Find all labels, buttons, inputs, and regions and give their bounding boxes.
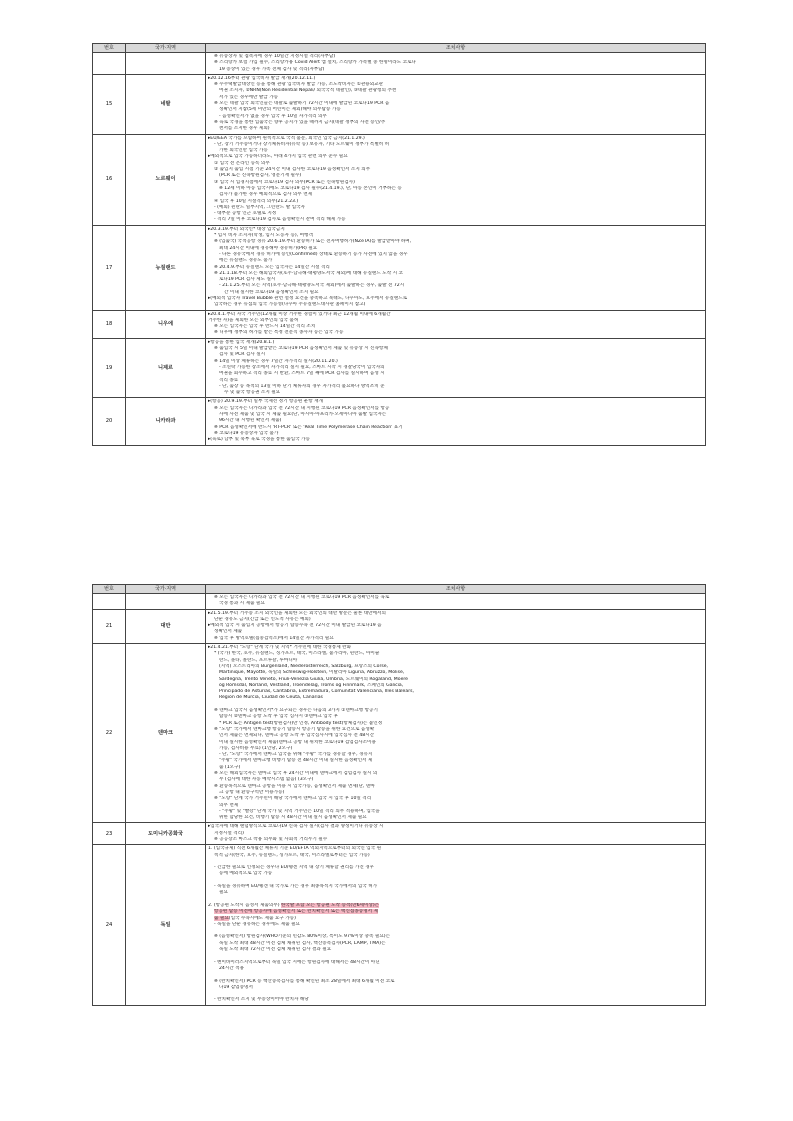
measure-line: 검사 및 PCR 검사 실시 <box>219 352 266 358</box>
measure-line: ① 입국 전 온라인 등록 의무 <box>214 160 270 166</box>
measure-line: og Romsdal, Norland, Vestland, Troendelag, Troms og Finnmark, 스페인의 Galicia, <box>219 682 404 688</box>
table-row <box>93 823 706 845</box>
measures-table-1 <box>92 43 706 446</box>
measure-line: 지정시설 격리) <box>214 830 244 836</box>
measures-table-2 <box>92 584 706 1006</box>
measure-line: ※ 모든 입국자는 입국 후 반드시 14일간 격리 조치 <box>214 324 316 330</box>
row-number <box>93 53 126 75</box>
measure-line: ※ 모든 해외입국자는 덴마크 입국 후 24시간 이내에 덴마크에서 검염검사 실시 의 <box>214 771 378 777</box>
table-header-row <box>93 44 706 53</box>
row-number: 22 <box>93 644 126 823</box>
highlighted-text: 한국발 포함 모든 항공편 도착 승객(만6세이상)은 <box>280 902 380 908</box>
measure-line: ※ 모든 입국자는 니카라과 입국 전 72시간 내 시행된 코로나19 PCR 음성확인서를 항공 <box>214 405 390 411</box>
row-number: 15 <box>93 74 126 134</box>
measure-line: ▸입국자에 대해 랜덤방식으로 코로나19 신속 검사 실시(검사 결과 양성이거나 유증상 시 <box>208 824 384 830</box>
table-row <box>93 609 706 643</box>
measure-line: ▸예외적으로 입국 가능하더라도, 아래 4가지 입국 관련 의무 준수 필요 <box>208 154 348 160</box>
row-country: 덴마크 <box>126 644 206 823</box>
measure-line: ※ 14일 이상 체류하는 경우 7일간 자가격리 실시(20.11.20.) <box>214 358 338 364</box>
measure-line: * PCR 또는 Antigen test(항원검사)만 인정, Antibody test(항체검사)는 불인정 <box>219 720 383 726</box>
measure-line: 인서 제출은 면제되나, 덴마크 공항 도착 후 입국심사시에 입국심사 전 48시간 <box>219 733 375 739</box>
measure-line: ▸항공을 통한 입국 재개(20.8.1.) <box>208 339 275 345</box>
row-number: 21 <box>93 609 126 643</box>
row-country: 독일 <box>126 845 206 1005</box>
measure-line: ※ 공공장소 마스크 착용 의무화 및 사회적 거리두기 필수 <box>214 836 328 842</box>
measure-line: ※ 모든 입국자는 니카라과 입국 전 72시간 내 시행된 코로나19 PCR 음성확인서를 육로 <box>214 595 390 600</box>
measure-line: 독일 도착 최대 48시간 이전 검체 채취된 검사, 핵산증폭검사(PCR, LAMP, TMA)는 <box>219 940 386 946</box>
measure-line: - 독일을 경유하여 EU/쉥겐 내 국가로 가는 경우 최종목적지 국가에서의 입국 허가 <box>214 884 378 890</box>
measure-line: 탑승시 ②덴마크 공항 도착 후 입국 심사시 ③덴마크 입국 후 <box>219 714 339 720</box>
measure-line: ▸(항공) 20.9.19.부터 일부 국제선 정기 항공편 운항 재개 <box>208 399 323 405</box>
measure-line: 1. (입국규제) 직전 6개월간 체류지 기준 EU/EFTA 역외지역으로부터의 외국인 입국 원 <box>208 846 382 852</box>
measure-line: 등에 예외적으로 입국 가능 <box>219 871 273 877</box>
header-measure: 조치사항 <box>206 44 706 53</box>
row-number: 24 <box>93 845 126 1005</box>
row-country <box>126 594 206 610</box>
row-measures <box>206 74 706 134</box>
measure-line: ※ (음성확인서) 항원검사(WHO기준의 민감도 80%이상, 특이도 97%이상 충족 필요)는 <box>214 934 391 940</box>
measure-line: 로나19 PCR 검사 제도 실시 <box>219 277 276 283</box>
table-header-row <box>93 585 706 594</box>
measure-line: * 임시 비자 소지자(학생, 임시 노동자 등), 여행객 <box>214 233 313 239</box>
measure-line: 사에 사전 제출 및 입국 시 제출 필요(단, 아시아·아프리카·오세아니아 출발 입국자는 <box>219 412 387 418</box>
measure-line: ※ 12세 이하 아동 입국시에도 코로나19 검사 필수(21.4.19.), 단, 아동 본인이 거부하는 등 <box>219 185 402 191</box>
measure-line: ※ 니우에 정부의 허가를 받은 특정 전문직 종사자 등은 입국 가능 <box>214 330 344 336</box>
measure-line: ※ 스리랑카 보험 가입 필수, 스리랑카용 Covid Alert 앱 설치, 스리랑카 가족별 중 한명이라도 코로나 <box>214 60 416 66</box>
row-measures <box>206 310 706 338</box>
measure-line: 간 이내 실시한 코로나19 음성확인서 소지 필요 <box>224 289 319 295</box>
measure-line: ② 출입지 출입 시점 기준 24시간 이내 검사한 코로나19 음성확인서 소지 의무 <box>214 167 371 173</box>
measure-line: - 긴급한 필요로 인정되는 경우나 EU/쉥겐 지역 내 장기 체류할 권리를 가진 경우 <box>214 865 375 871</box>
measure-line: - "주황" 및 "빨강" 단계 국가 및 지역 거주민은 10일 격리 의무 적용하며, 입국을 <box>219 808 380 814</box>
measure-line: 위한 합당한 요건, 비행기 탑승 시 48시간 이내 실시 음성확인서 제출 필요 <box>219 815 367 821</box>
measure-line: ※ PCR 음성확인서에 반드시 'RT-PCR' 또는 'Real Time Polymerase Chain Reaction' 표기 <box>214 424 403 430</box>
measure-line: 19 증상이 있는 경우 가족 전체 검사 및 격리(자부담) <box>219 66 325 72</box>
row-number: 18 <box>93 310 126 338</box>
measure-line: 여권을 회수하고 격리 종료 시 반환, 스마트 7일 째에 PCR 검사를 실시하여 음성 시 <box>219 371 385 377</box>
measure-line: 국경 통과 시 제출 필요 <box>219 601 265 607</box>
measure-line: ▸EU/EEA 국가를 포함하여 원칙적으로 국적 불문, 외국인 입국 금지(21.1.29.) <box>208 135 365 141</box>
measure-line: 입국하는 경우 뉴섬의 입국 가능성(나쿠아 주뉴질랜드대사관 홈페이지 참고) <box>214 302 366 308</box>
measure-line: - 단, "노랑" 국가에서 덴마크 입국을 위해 "주황" 국가를 경유할 경우, 경유지 <box>219 752 373 758</box>
measure-line: 가능, 검사비용 무료) (1인당, 2오구) <box>219 745 293 751</box>
measure-line: ▸20.4.1.부터 자국 거주민(12개월 이상 거주한 경험이 있거나 최근 12개월 이내에 6개월간 <box>208 311 391 317</box>
row-measures <box>206 845 706 1005</box>
measure-line: - 21.1.25.부터 모든 지역(호주·남극해·태평양도서국 제외)에서 출발하는 경우, 출발 전 72시 <box>219 283 405 289</box>
measure-line: ※ 코로나19 유증상자 입국 불가 <box>214 430 279 436</box>
measure-line: 크 공항 내 환승구역만 이용가능) <box>219 789 285 795</box>
measure-line: - 음성확인서가 없을 경우 입국 후 10일 자가격리 의무 <box>219 113 327 119</box>
row-country: 니우에 <box>126 310 206 338</box>
measure-line: ※ 20.4.9.부터 뉴질랜드 모든 입국자는 14일간 시설 격리 <box>214 264 330 270</box>
row-measures <box>206 823 706 845</box>
measure-line: - 변이바이러스지역으로부터 독일 입국 시에는 항원검사에 대해서는 48시간이 아닌 <box>214 959 380 965</box>
row-country <box>126 53 206 75</box>
measure-line: 천서를 소지한 경우 제외) <box>219 126 270 132</box>
measure-line: ※ (완치확인서) PCR 등 핵산증폭검사를 통해 확인된 최소 28일에서 최대 6개월 이전 코로 <box>214 978 395 984</box>
table-row-continuation <box>93 594 706 610</box>
row-measures <box>206 225 706 310</box>
measure-line: 수 및 출국 항공권 소지 필요 <box>224 390 281 396</box>
measure-line: - 다른 경유국에서 경유 허가에 승인(Confirmed) 상태로 환승하기 등가 사전에 있지 않을 경우 <box>219 251 408 257</box>
measure-line: 출 (1오구) <box>219 764 241 770</box>
measure-line: - 완치확인서 소지 및 무증상이어야 완치자 해당 <box>214 997 309 1003</box>
table-row <box>93 398 706 445</box>
row-number: 17 <box>93 225 126 310</box>
measure-line: "주황" 국가에서 덴마크행 비행기 탑승 전 48시간 이내 실시한 음성확인서 제 <box>219 758 373 764</box>
row-measures <box>206 594 706 610</box>
measure-line: 나19 감염증명서 <box>219 984 253 990</box>
row-country: 네팔 <box>126 74 206 134</box>
measure-line: - 독일을 단순 경유하는 경우에도 제출 필요 <box>214 921 300 927</box>
table-row <box>93 134 706 225</box>
measure-line: ※ 덴마크 입국시 음성확인서*가 요구되는 경우는 다음의 3가지 ①덴마크행 항공기 <box>214 708 378 714</box>
measure-line: 의무 면제 <box>219 802 239 808</box>
measure-line: ※ 출입국 시 5일 이내 발급받은 코로나19 PCR 음성확인서 제출 및 유증상 시 신속항체 <box>214 346 388 352</box>
measure-line: 란드, 몰타, 폴란드, 포르투갈, 루마니아 <box>219 657 298 663</box>
measure-line: - 소연락 가능한 장소에서 자가격리 실시 필요, 스마트 시작 시 경찰당국이 입국자의 <box>219 364 385 370</box>
measure-line: 서가 있는 경우에만 발급 가능 <box>219 94 279 100</box>
measure-line: 격리 종료 <box>219 377 239 383</box>
header-measure: 조치사항 <box>206 585 706 594</box>
measure-line: 24시간 적용 <box>219 965 245 971</box>
header-country: 국가·지역 <box>126 585 206 594</box>
measure-line: - 대부분 공항 인근 호텔로 지정 <box>214 211 277 217</box>
measure-line: Principado de Asturias, Cantabria, Extremadura, Comunitat Valenciana, Illes Balears, <box>219 689 414 695</box>
line-prefix: 2. (항공편 도착시 음성서 제출의무) <box>208 902 281 908</box>
measure-line: ▸(예외적 입국자 Travel Bubble 관련 설정 요건을 충족하고 북태도, 나쿠아도, 호주에서 뉴질랜드로 <box>208 295 408 301</box>
measure-line: 에는 뉴질랜드 경유도 불가 <box>219 258 273 264</box>
table-row <box>93 310 706 338</box>
row-number <box>93 594 126 610</box>
measure-line: 성확인서 지참(5세 미만의 어린이는 제외)해야 의무탑승 가능 <box>219 107 341 113</box>
measure-line: ※ 환승목적으로 덴마크 공항을 이용 시 입국가능, 음성확인서 제출 면제(단, 덴마 <box>214 783 375 789</box>
measure-line: ▸20.3.19.부터 외국인* 대상 입국금지 <box>208 226 285 232</box>
header-no: 번호 <box>93 44 126 53</box>
table-row <box>93 74 706 134</box>
row-number: 20 <box>93 398 126 445</box>
row-country: 노르웨이 <box>126 134 206 225</box>
measure-line: * (국가) 한국, 호주, 뉴질랜드, 싱가포르, 태국, 이스라엘, 불가리아, 핀란드, 아이슬 <box>214 651 380 657</box>
row-country: 대만 <box>126 609 206 643</box>
table-row <box>93 644 706 823</box>
measure-line: ▸예외적 입국 시 출입지 공항에서 항공기 탑승수속 전 72시간 이내 발급된 코로나19 음 <box>208 623 382 629</box>
row-number: 16 <box>93 134 126 225</box>
measure-line: 필요 <box>219 890 228 896</box>
row-measures <box>206 644 706 823</box>
table-row <box>93 338 706 398</box>
row-country: 니카라과 <box>126 398 206 445</box>
measure-line: ▸(육로) 남부 및 북부 육로 국경을 통한 출입국 가능 <box>208 437 310 443</box>
measure-line: ※ "노랑" 국가에서 덴마크행 항공기 탑승시 항공기 탑승을 위한 요건으로 음성확 <box>214 726 375 732</box>
measure-line: ③ 입국 시 입경지점에서 코로나19 검사 의무(PCR 또는 신속항원검사) <box>214 179 355 185</box>
measure-line: Martinique, Mayotte, 독일의 Schleswig-Holstein, 이탈리아 Liguria, Abruzzo, Molise, <box>219 670 405 676</box>
table-row <box>93 225 706 310</box>
measure-line: 여권 소지자, ②NRN(Non Residential Nepali/ 외국국적 네팔인), ③네팔 관광청의 추천 <box>219 88 397 94</box>
row-country: 뉴질랜드 <box>126 225 206 310</box>
measure-line: ※ 모든 네팔 입국 외국인들은 네팔로 출발하기 72시간 이내에 발급된 코로나19 PCR 음 <box>214 101 390 107</box>
highlighted-text: 출 필요 <box>214 915 229 921</box>
row-number: 23 <box>93 823 126 845</box>
measure-line: 검사가 불가한 경우 예외적으로 검사 의무 면제 <box>219 192 313 198</box>
measure-line: - (예외) 핀란드 일부지역, 그린란드 발 입국자 <box>214 204 305 210</box>
measure-line: - 단, 장기 거주증이거나 장기체류비자(유학 등) 보유자, 기타 노르웨이 정부가 특별히 허 <box>214 141 390 147</box>
measure-line: - 단, 출장 등 목적의 13일 이하 단기 체류자의 경우 자가격리 불요하나 방역조치 준 <box>219 383 385 389</box>
measure-line: 성확인서 제출 <box>214 629 243 635</box>
measure-line: 단순 경유도 금지(긴급 또는 인도적 사유는 예외) <box>214 616 311 622</box>
measure-line: 칙적 금지(한국, 호주, 뉴질랜드, 싱가포르, 태국, 이스라엘로부터는 입국 가능) <box>214 852 370 858</box>
measure-line: 가한 외국인만 입국 가능 <box>219 148 268 154</box>
measure-line: 무 (검사에 대한 자동 예약시스템 없음) (3오구) <box>219 777 314 783</box>
measure-line: ※ "노랑" 단계 국가 거주민이 해당 국가에서 덴마크 입국 시 입국 후 10일 격리 <box>214 796 372 802</box>
measure-line: ▸20.12.16부터 관광 입국비자 발급 재개(20.12.11.) <box>208 75 316 81</box>
measure-line: ※ (입출국) 국적공항 경유 20.6.19.부터 환승허가 또는 전자여행허가(NZeTA)를 발급받아야 하며, <box>214 239 412 245</box>
measure-line: ※ 입국 후 방역호텔(집중검역소)에서 14일간 자가격리 필요 <box>214 635 334 641</box>
measure-line: ▸21.4.21.부터 "노랑" 단계 국가 및 지역* 거주민에 대한 국경통제 완화 <box>208 645 352 651</box>
header-no: 번호 <box>93 585 126 594</box>
row-number: 19 <box>93 338 126 398</box>
measure-line: (PCR 또는 신속항원검사, 영문기재 필수) <box>219 173 302 179</box>
measure-line: ※ 수주택발급대상인 등을 통해 관광 입국비자 발급 가능, 소도착비자는 ①관용외교관 <box>214 82 384 88</box>
measure-line: 독일 도착 최대 72시간 이전 검체 채취된 검사 결과 필요 <box>219 947 332 953</box>
measure-line: 최대 24시간 이내에 경유해야 경유허가(PR) 필요 <box>219 245 318 251</box>
header-country: 국가·지역 <box>126 44 206 53</box>
table-row-germany <box>93 845 706 1005</box>
row-measures <box>206 338 706 398</box>
highlighted-text: 항공편 탑승 이전에 항공사에 음성확인서 또는 완치확인서 또는 백신접종증명서 제 <box>214 909 379 915</box>
row-country: 니제르 <box>126 338 206 398</box>
measure-line: ④ 입국 후 10일 시설격리 의무(21.2.23.) <box>214 198 299 204</box>
row-measures <box>206 609 706 643</box>
measure-line: ▸21.5.19.부터 거주증 소지 외국인을 제외한 모든 외국인의 대만 방문은 물론 대만에서의 <box>208 610 386 616</box>
measure-line: 이내 실시한 음성확인서 제출(덴마크 공항 내 위치한 코로나19 검염검사소이용 <box>219 739 376 745</box>
measure-line: (지역) 오스트리아의 Burgenland, Niederosterreich, Salzburg, 프랑스의 Corse, <box>219 663 389 669</box>
measure-line: ※ 21.1.18.부터 모든 해외입국자(호주·남극해·태평양도서국 제외)에 대해 뉴질랜드 도착 시 코 <box>214 270 403 276</box>
row-country: 도미니카공화국 <box>126 823 206 845</box>
row-measures <box>206 53 706 75</box>
table-row-continuation <box>93 53 706 75</box>
measure-line: - 격리 7일 이후 코로나19 검사로 음성확인시 잔여 격리 해제 가능 <box>214 217 346 223</box>
measure-line: Region de Murcia, Ciudad de Ceuta, Canarias <box>219 695 323 701</box>
row-measures <box>206 134 706 225</box>
line-suffix: (입국 수속시에도 제출 요구 가능) <box>228 915 296 921</box>
measure-line: ※ 육로 국경을 통한 입출국은 향후 공지가 있을 때까지 금지(네팔 정부의 사전 승인/추 <box>214 119 386 125</box>
measure-line: ※ 유증상자 및 접촉자에 경우 10일간 지정시설 격리(자부담) <box>214 54 336 59</box>
measure-line: 거주한 자)을 제외한 모든 외부인의 입국 불허 <box>208 317 299 323</box>
row-measures <box>206 398 706 445</box>
measure-line: Sardegna, Trento Veneto, Friuli-Venezia Giulia, Umbria, 노르웨이의 Rogaland, Moere <box>219 676 409 682</box>
measure-line: 96시간 내 시행된 확인서 제출) <box>219 418 282 424</box>
